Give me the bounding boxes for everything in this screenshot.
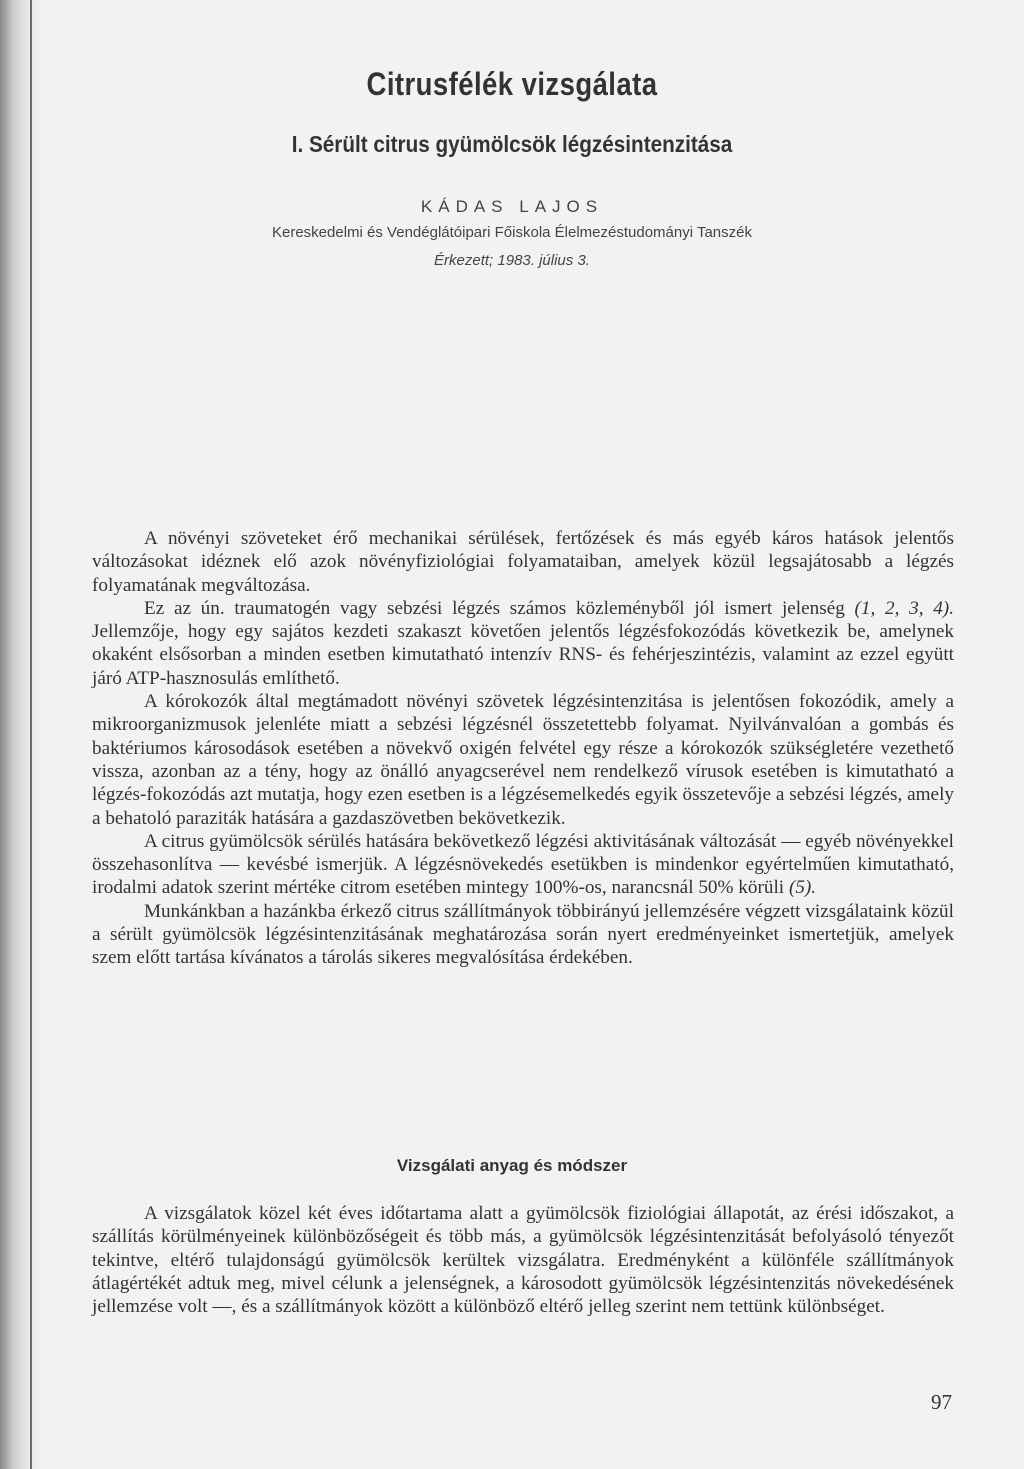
article-subtitle: I. Sérült citrus gyümölcsök légzésintenzitása (291, 131, 733, 157)
article-title: Citrusfélék vizsgálata (366, 66, 658, 102)
intro-paragraph-5: Munkánkban a hazánkba érkező citrus szállítmányok többirányú jellemzésére végzett vizsgálataink közül a sérült gyümölcsök légzésintenzitásának meghatározása során nyert eredményeinket ismertetjük, amelyek szem előtt tartása kívánatos a tárolás sikeres megvalósítása érdekében. (92, 900, 954, 969)
intro-paragraph-2-start: Ez az ún. traumatogén vagy sebzési légzés számos közleményből jól ismert jelenség (144, 597, 855, 619)
intro-paragraph-4 (92, 830, 954, 900)
received-date: Érkezett; 1983. július 3. (434, 252, 590, 269)
author-affiliation: Kereskedelmi és Vendéglátóipari Főiskola Élelmezéstudományi Tanszék (272, 224, 752, 241)
methods-heading: Vizsgálati anyag és módszer (396, 1156, 628, 1175)
author-name: KÁDAS LAJOS (420, 197, 604, 216)
methods-paragraph-1: A vizsgálatok közel két éves időtartama alatt a gyümölcsök fiziológiai állapotát, az érési időszakot, a szállítás körülményeinek különbözőségeit és több más, a gyümölcsök légzésintenzitását befolyásoló tényezőt tekintve, eltérő tulajdonságú gyümölcsök kerültek vizsgálatra. Eredményként a különféle szállítmányok átlagértékét adtuk meg, mivel célunk a jelenségnek, a károsodott gyümölcsök légzésintenzitás növekedésének jellemzése volt —, és a szállítmányok között a különböző eltérő jelleg szerint nem tettünk különbséget. (92, 1203, 954, 1318)
intro-paragraph-2-end: Jellemzője, hogy egy sajátos kezdeti szakaszt követően jelentős légzésfokozódás következik be, amelynek okaként elsősorban a minden esetben kimutatható intenzív RNS- és fehérjeszintézis, valamint az ezzel együtt járó ATP-hasznosulás említhető. (92, 621, 954, 689)
intro-paragraph-4-start: A citrus gyümölcsök sérülés hatására bekövetkező légzési aktivitásának változását — egyéb növényekkel összehasonlítva — kevésbé ismerjük. A légzésnövekedés esetükben is mindenkor egyértelműen kimutatható, irodalmi adatok szerint mértéke citrom esetében mintegy 100%-os, narancsnál 50% körüli (92, 830, 954, 899)
intro-paragraph-2 (92, 597, 954, 690)
intro-paragraph-3: A kórokozók által megtámadott növényi szövetek légzésintenzitása is jelentősen fokozódik, amely a mikroorganizmusok jelenléte miatt a sebzési légzésnél összetettebb folyamat. Nyilvánvalóan a gombás és baktériumos károsodások esetében a növekvő oxigén felvétel egy része a kórokozók szükségletére vezethető vissza, azonban az a tény, hogy az önálló anyagcserével nem rendelkező vírusok esetében is kimutatható a légzés-fokozódás azt mutatja, hogy ezen esetben is a légzésemelkedés egyik összetevője a sebzési légzés, amely a behatoló paraziták hatására a gazdaszövetben bekövetkezik. (92, 691, 954, 829)
citation-5: (5). (788, 877, 817, 899)
methods-body (92, 1202, 954, 1318)
page-number: 97 (931, 1390, 952, 1414)
citation-1-4: (1, 2, 3, 4). (854, 597, 954, 619)
intro-paragraph-1: A növényi szöveteket érő mechanikai sérülések, fertőzések és más egyéb káros hatások jelentős változásokat idéznek elő azok növényfiziológiai folyamataiban, amelyek közül legsajátosabb a légzés folyamatának megváltozása. (92, 528, 954, 596)
introduction-body (92, 527, 954, 970)
